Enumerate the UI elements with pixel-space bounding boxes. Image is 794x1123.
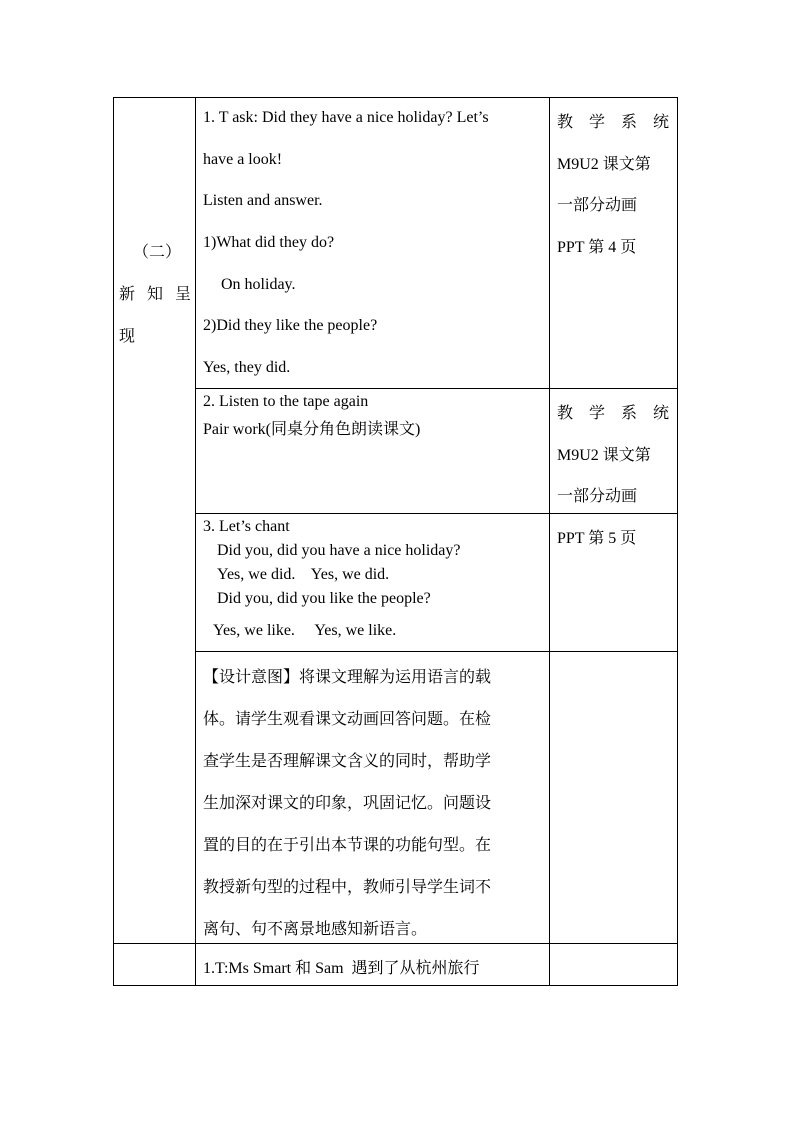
section-title-last: 现 <box>119 328 136 345</box>
row5-line: 1.T:Ms Smart 和 Sam 遇到了从杭州旅行 <box>203 960 480 977</box>
design-line: 置的目的在于引出本节课的功能句型。在 <box>203 837 492 854</box>
section-number: （二） <box>133 244 182 261</box>
design-line: 生加深对课文的印象，巩固记忆。问题设 <box>203 795 492 812</box>
row3-line: Yes, we did. Yes, we did. <box>217 566 390 583</box>
resource-system-line: 教 学 系 统 <box>557 405 669 422</box>
section-label <box>119 235 191 355</box>
resource-system-line: 教 学 系 统 <box>557 114 669 131</box>
resource-line: 一部分动画 <box>557 488 638 505</box>
design-line: 离句、句不离景地感知新语言。 <box>203 921 428 938</box>
row1-resource <box>557 97 669 388</box>
row2-line: 2. Listen to the tape again <box>203 393 369 410</box>
row3-line: 3. Let’s chant <box>203 518 290 535</box>
row1-line: 2)Did they like the people? <box>203 317 378 334</box>
resource-line: PPT 第 4 页 <box>557 239 637 256</box>
row3-line: Yes, we like. Yes, we like. <box>213 622 397 639</box>
table-border-right <box>677 97 678 986</box>
row2-activity <box>203 389 545 513</box>
table-border-bottom <box>113 985 678 986</box>
row1-activity <box>203 97 545 388</box>
resource-line: M9U2 课文第 <box>557 156 651 173</box>
row1-line: 1. T ask: Did they have a nice holiday? Let’s <box>203 109 489 126</box>
design-line: 教授新句型的过程中，教师引导学生词不 <box>203 879 492 896</box>
design-intent <box>203 652 545 943</box>
row3-resource <box>557 514 669 651</box>
row1-line: On holiday. <box>221 276 296 293</box>
resource-line: PPT 第 5 页 <box>557 530 637 547</box>
row1-line: have a look! <box>203 151 283 168</box>
row3-line: Did you, did you have a nice holiday? <box>217 542 461 559</box>
row1-line: Yes, they did. <box>203 359 291 376</box>
section-title-line: 新 知 呈 <box>119 286 191 303</box>
row3-line: Did you, did you like the people? <box>217 590 431 607</box>
design-line: 查学生是否理解课文含义的同时，帮助学 <box>203 753 492 770</box>
row3-activity <box>203 514 545 651</box>
resource-line: 一部分动画 <box>557 197 638 214</box>
table-divider-2 <box>549 97 550 986</box>
row2-resource <box>557 389 669 513</box>
row5-activity <box>203 944 545 985</box>
design-line: 体。请学生观看课文动画回答问题。在检 <box>203 711 492 728</box>
row2-line: Pair work(同桌分角色朗读课文) <box>203 421 421 438</box>
resource-line: M9U2 课文第 <box>557 447 651 464</box>
row1-line: Listen and answer. <box>203 192 323 209</box>
table-divider-1 <box>195 97 196 986</box>
table-border-left <box>113 97 114 986</box>
lesson-table <box>113 97 678 986</box>
design-line: 【设计意图】将课文理解为运用语言的载 <box>203 669 492 686</box>
row1-line: 1)What did they do? <box>203 234 335 251</box>
